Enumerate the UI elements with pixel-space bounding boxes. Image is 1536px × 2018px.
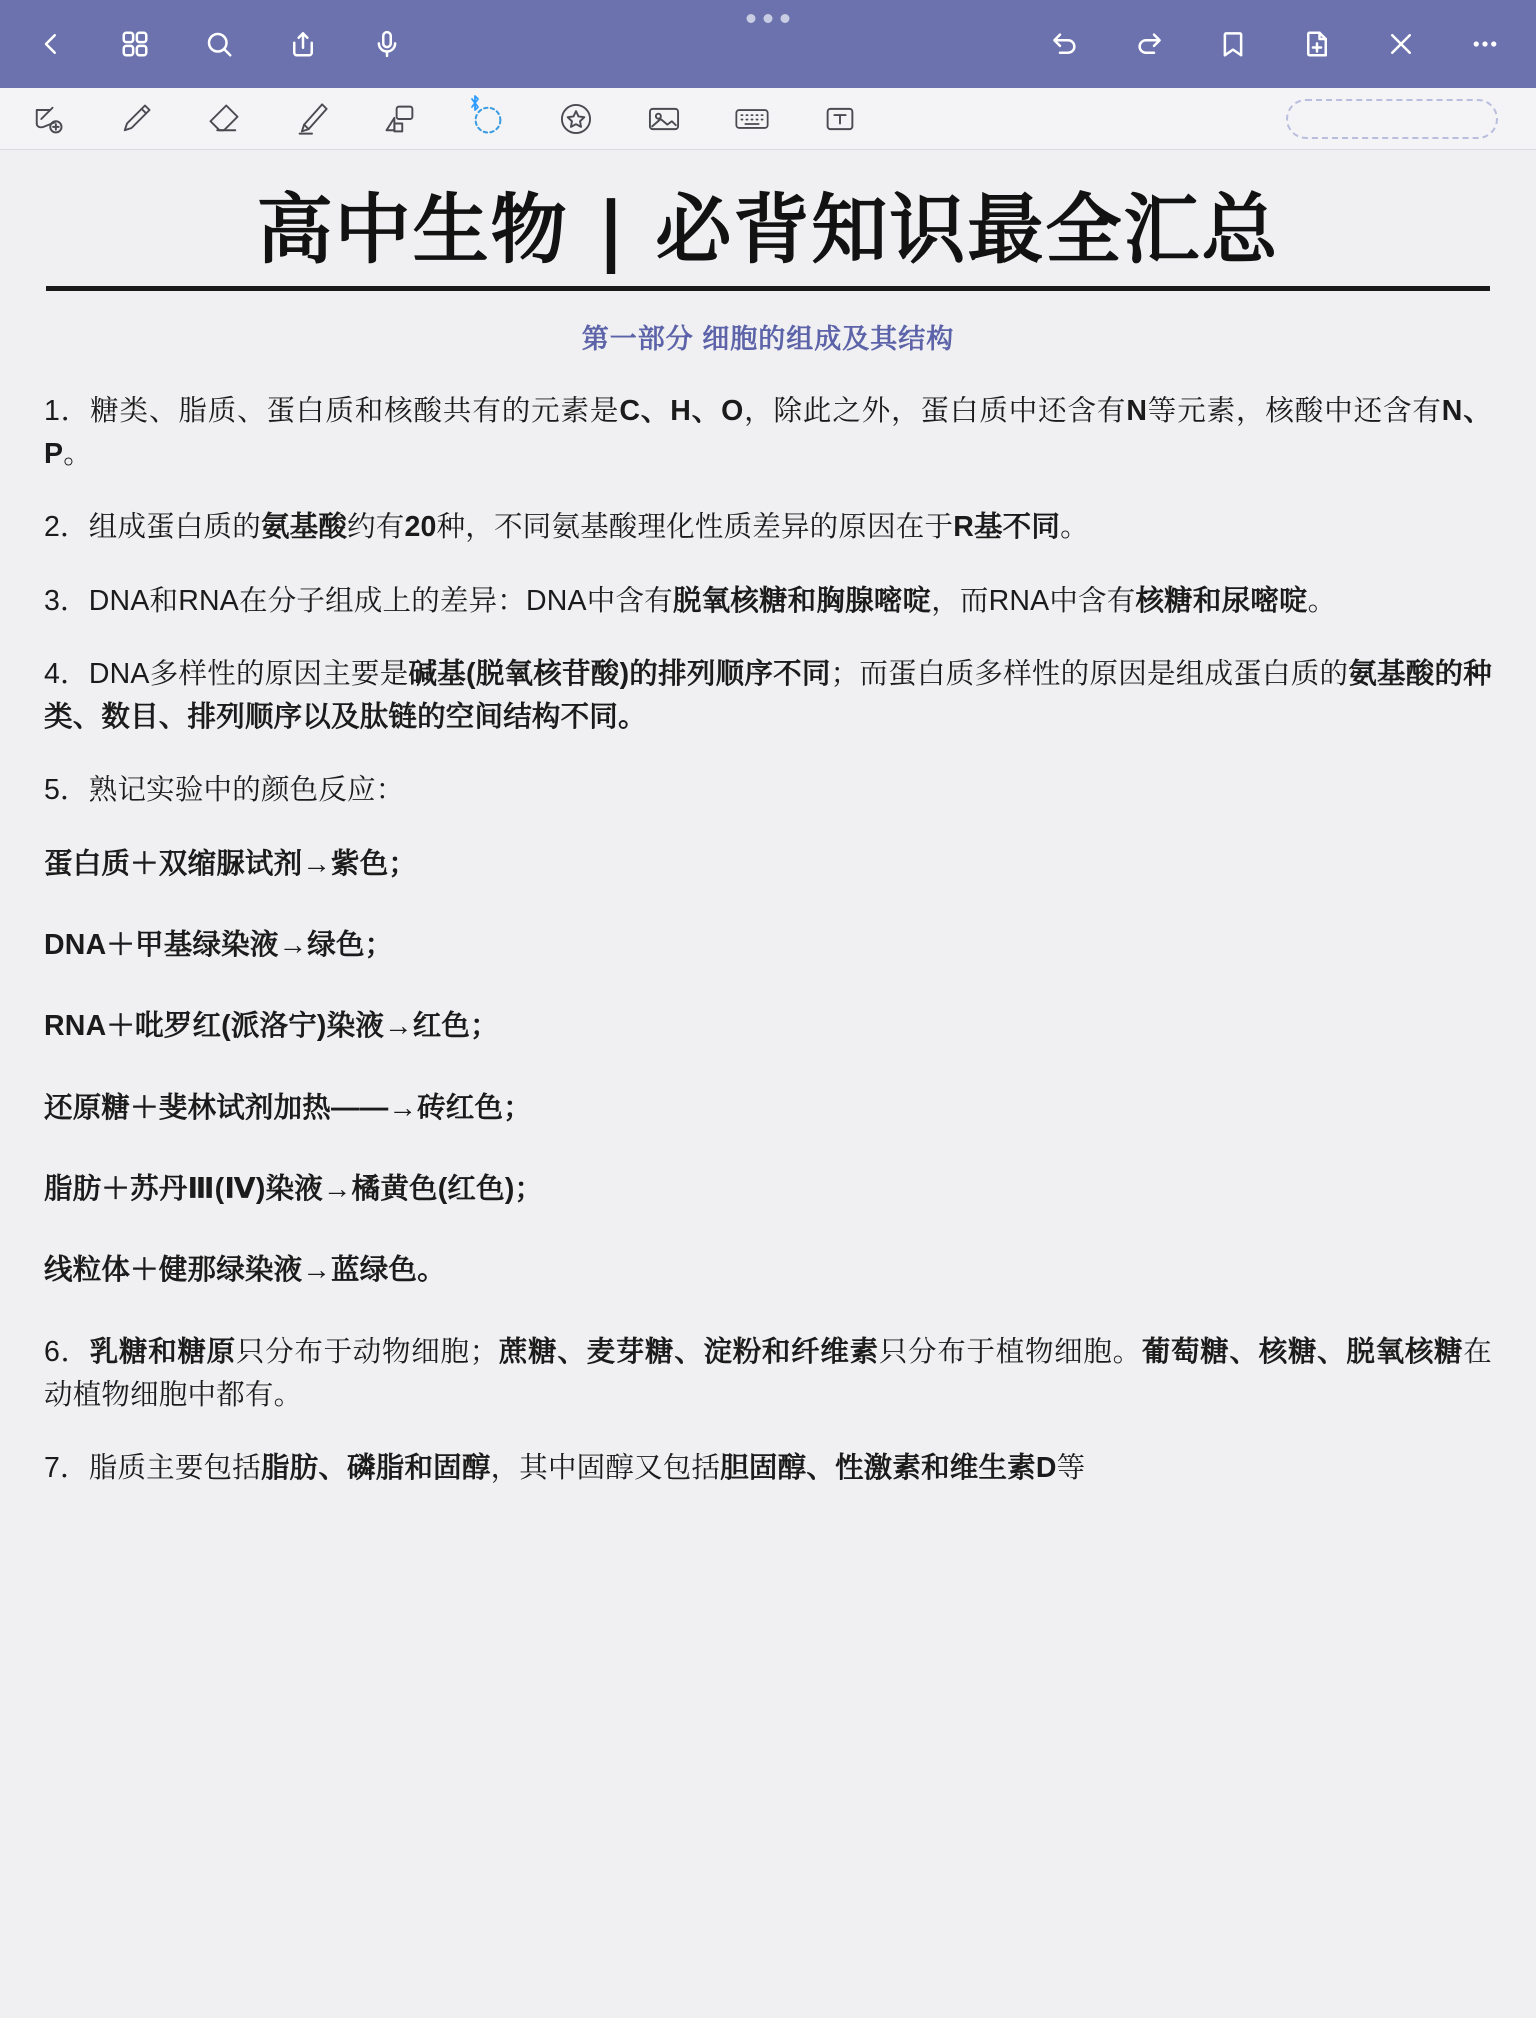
tool-style-pill[interactable] (1286, 99, 1498, 139)
top-bar-left-group (28, 21, 410, 67)
item-6: 6．乳糖和糖原只分布于动物细胞；蔗糖、麦芽糖、淀粉和纤维素只分布于植物细胞。葡萄糖、核糖、脱氧核糖在动植物细胞中都有。 (44, 1335, 1492, 1411)
image-icon[interactable] (638, 93, 690, 145)
drag-dot (781, 14, 790, 23)
top-app-bar (0, 0, 1536, 88)
drag-dot (764, 14, 773, 23)
redo-icon[interactable] (1126, 21, 1172, 67)
share-icon[interactable] (280, 21, 326, 67)
page-title: 高中生物 | 必背知识最全汇总 (256, 185, 1280, 274)
item-1: 1．糖类、脂质、蛋白质和核酸共有的元素是C、H、O，除此之外，蛋白质中还含有N等元素，核酸中还含有N、P。 (44, 394, 1492, 470)
shape-icon[interactable] (374, 93, 426, 145)
text-box-icon[interactable] (814, 93, 866, 145)
search-icon[interactable] (196, 21, 242, 67)
reaction-3: RNA＋吡罗红(派洛宁)染液→红色； (44, 1010, 499, 1043)
reaction-6: 线粒体＋健那绿染液→蓝绿色。 (44, 1254, 446, 1287)
undo-icon[interactable] (1042, 21, 1088, 67)
more-options-icon[interactable] (1462, 21, 1508, 67)
bluetooth-icon (468, 93, 482, 113)
lasso-add-icon[interactable] (22, 93, 74, 145)
top-bar-right-group (1042, 21, 1508, 67)
reaction-2: DNA＋甲基绿染液→绿色； (44, 929, 394, 962)
highlighter-icon[interactable] (286, 93, 338, 145)
item-3: 3．DNA和RNA在分子组成上的差异：DNA中含有脱氧核糖和胸腺嘧啶，而RNA中含有核糖和尿嘧啶。 (44, 584, 1337, 617)
reaction-4: 还原糖＋斐林试剂加热——→砖红色； (44, 1091, 532, 1124)
drag-dot (747, 14, 756, 23)
note-page[interactable] (0, 150, 1536, 2018)
document-body (44, 390, 1492, 1491)
title-divider (46, 286, 1490, 291)
window-drag-handle[interactable] (747, 14, 790, 23)
bookmark-icon[interactable] (1210, 21, 1256, 67)
add-page-icon[interactable] (1294, 21, 1340, 67)
keyboard-icon[interactable] (726, 93, 778, 145)
sticker-star-icon[interactable] (550, 93, 602, 145)
back-arrow-icon[interactable] (28, 21, 74, 67)
item-5: 5．熟记实验中的颜色反应： (44, 774, 405, 807)
item-2: 2．组成蛋白质的氨基酸约有20种，不同氨基酸理化性质差异的原因在于R基不同。 (44, 511, 1089, 544)
microphone-icon[interactable] (364, 21, 410, 67)
item-7: 7．脂质主要包括脂肪、磷脂和固醇，其中固醇又包括胆固醇、性激素和维生素D等 (44, 1452, 1086, 1485)
close-icon[interactable] (1378, 21, 1424, 67)
selection-circle-icon[interactable] (462, 93, 514, 145)
eraser-icon[interactable] (198, 93, 250, 145)
reaction-1: 蛋白质＋双缩脲试剂→紫色； (44, 847, 418, 880)
section-heading: 第一部分 细胞的组成及其结构 (581, 323, 955, 354)
grid-thumbnails-icon[interactable] (112, 21, 158, 67)
item-4: 4．DNA多样性的原因主要是碱基(脱氧核苷酸)的排列顺序不同；而蛋白质多样性的原因是组成蛋白质的氨基酸的种类、数目、排列顺序以及肽链的空间结构不同。 (44, 657, 1492, 734)
drawing-toolbar (0, 88, 1536, 150)
pen-icon[interactable] (110, 93, 162, 145)
reaction-5: 脂肪＋苏丹Ⅲ(Ⅳ)染液→橘黄色(红色)； (44, 1173, 544, 1206)
